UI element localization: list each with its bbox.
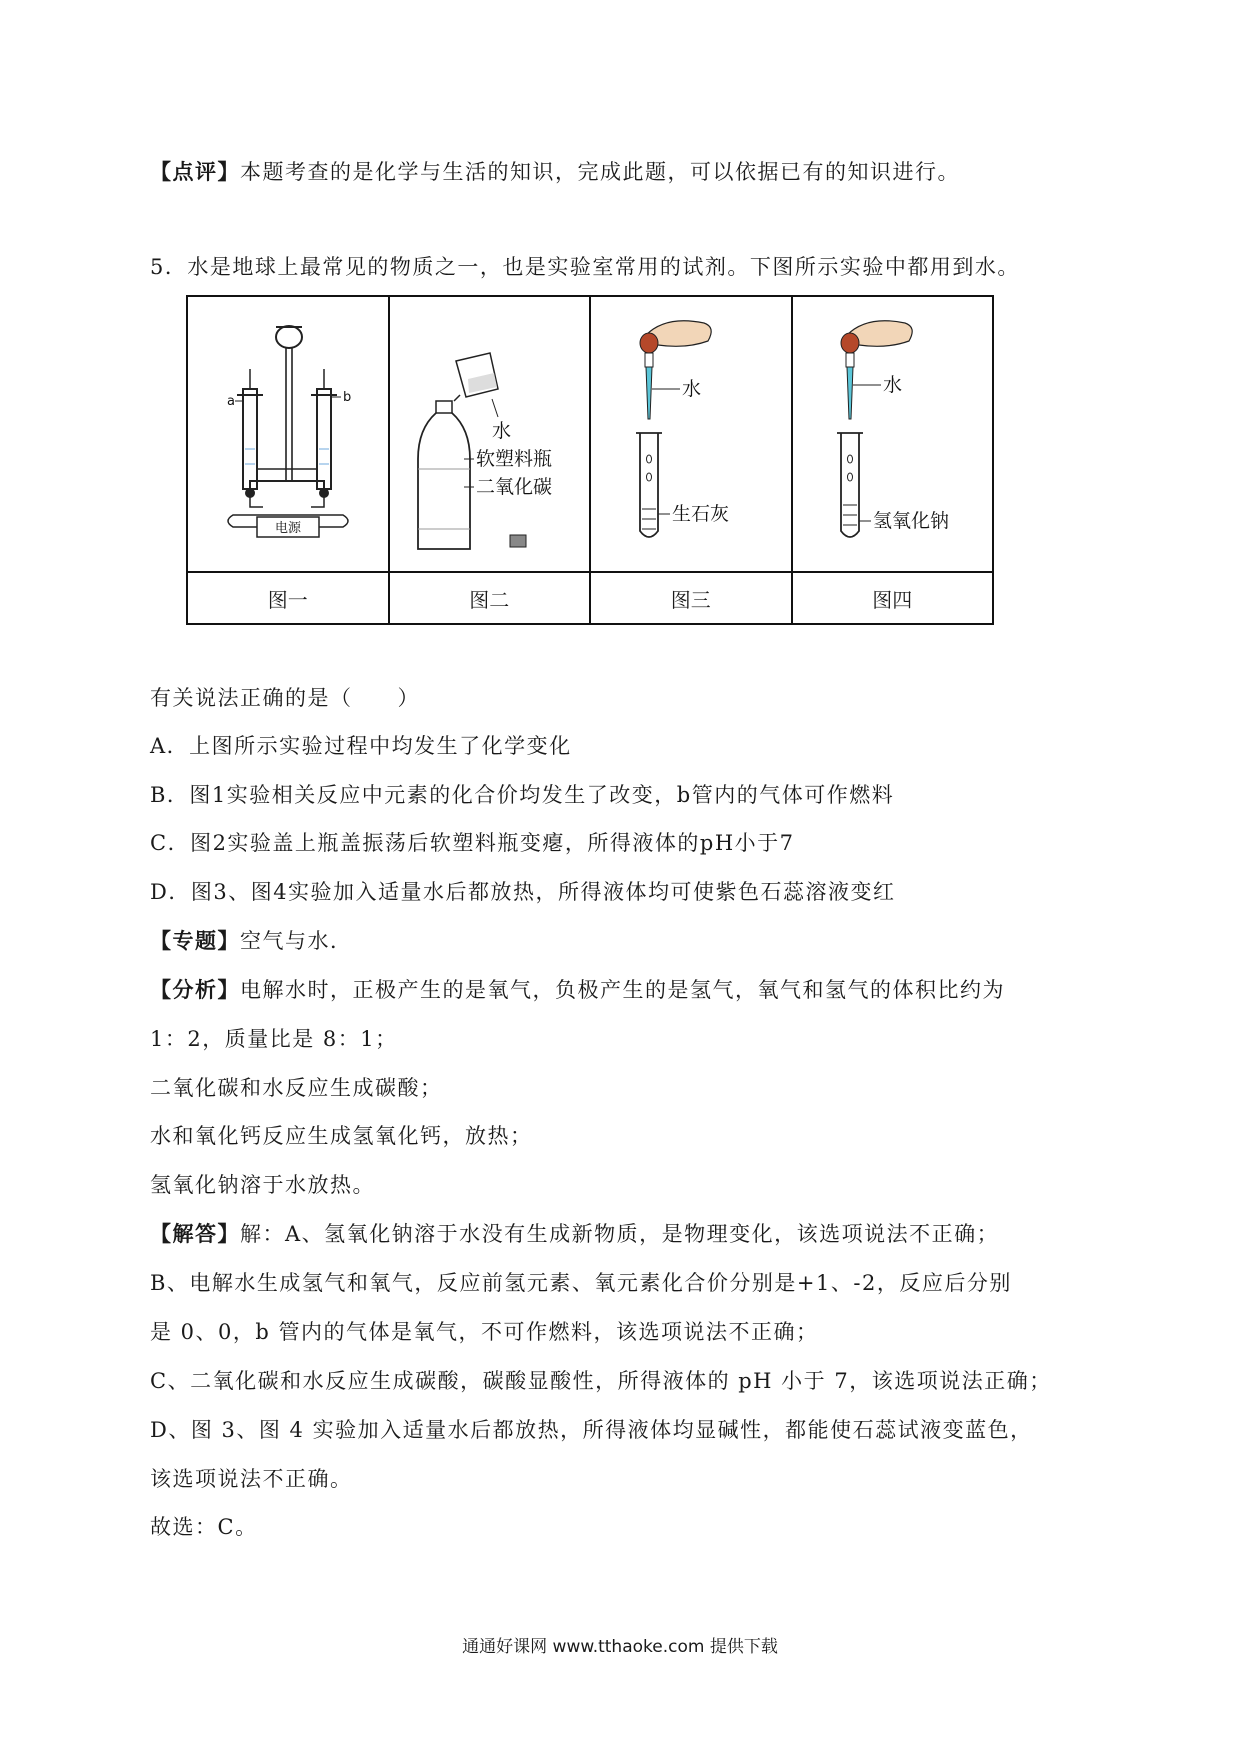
figure-4-cell: [792, 296, 994, 572]
fig1-label-a: a: [226, 394, 235, 409]
quicklime-tube-diagram: [596, 309, 786, 559]
answer-line-7: 故选：C。: [150, 1515, 258, 1539]
review-text: 本题考查的是化学与生活的知识，完成此题，可以依据已有的知识进行。: [240, 160, 960, 184]
figure-2-caption: 图二: [389, 572, 591, 624]
fig4-solid-label: 氢氧化钠: [873, 510, 950, 532]
answer-line-4: C、二氧化碳和水反应生成碳酸，碳酸显酸性，所得液体的 pH 小于 7，该选项说法正确；: [150, 1369, 1052, 1393]
analysis-line-3: 二氧化碳和水反应生成碳酸；: [150, 1076, 443, 1100]
figure-table: [186, 295, 994, 625]
fig3-solid-label: 生石灰: [671, 503, 729, 525]
fig2-bottle-label: 软塑料瓶: [476, 448, 553, 470]
electrolysis-apparatus-diagram: [193, 309, 383, 559]
analysis-line-2: 1：2，质量比是 8：1；: [150, 1027, 398, 1051]
fig1-label-b: b: [342, 390, 352, 405]
figure-2-cell: [389, 296, 591, 572]
fig1-power-label: 电源: [274, 521, 301, 536]
answer-line-1: [150, 1219, 999, 1249]
figure-4-caption: 图四: [792, 572, 994, 624]
answer-text-1: 解：A、氢氧化钠溶于水没有生成新物质，是物理变化，该选项说法不正确；: [240, 1222, 1000, 1246]
analysis-text-1: 电解水时，正极产生的是氧气，负极产生的是氢气，氧气和氢气的体积比约为: [240, 978, 1005, 1002]
answer-line-3: 是 0、0，b 管内的气体是氧气，不可作燃料，该选项说法不正确；: [150, 1320, 819, 1344]
sodium-hydroxide-tube-diagram: [797, 309, 987, 559]
fig4-water-label: 水: [883, 374, 903, 396]
figure-1-caption: 图一: [187, 572, 389, 624]
figure-3-cell: [590, 296, 792, 572]
fig2-gas-label: 二氧化碳: [476, 476, 553, 498]
analysis-line-1: [150, 975, 1005, 1005]
figure-1-cell: [187, 296, 389, 572]
answer-line-5: D、图 3、图 4 实验加入适量水后都放热，所得液体均显碱性，都能使石蕊试液变蓝色，: [150, 1418, 1033, 1442]
figure-3-caption: 图三: [590, 572, 792, 624]
analysis-tag: 【分析】: [150, 977, 240, 1002]
option-b: B．图1实验相关反应中元素的化合价均发生了改变，b管内的气体可作燃料: [150, 783, 895, 807]
topic-tag: 【专题】: [150, 928, 240, 953]
answer-tag: 【解答】: [150, 1221, 240, 1246]
review-tag: 【点评】: [150, 159, 240, 184]
question-prompt: 有关说法正确的是（ ）: [150, 686, 420, 710]
option-a: A．上图所示实验过程中均发生了化学变化: [150, 734, 572, 758]
option-d: D．图3、图4实验加入适量水后都放热，所得液体均可使紫色石蕊溶液变红: [150, 880, 896, 904]
review-line: [150, 157, 960, 187]
answer-line-2: B、电解水生成氢气和氧气，反应前氢元素、氧元素化合价分别是+1、-2，反应后分别: [150, 1271, 1012, 1295]
plastic-bottle-diagram: [394, 309, 584, 559]
topic-line: [150, 926, 353, 956]
answer-line-6: 该选项说法不正确。: [150, 1467, 353, 1491]
question-stem: 5．水是地球上最常见的物质之一，也是实验室常用的试剂。下图所示实验中都用到水。: [150, 255, 1020, 279]
fig3-water-label: 水: [681, 378, 701, 400]
analysis-line-5: 氢氧化钠溶于水放热。: [150, 1173, 375, 1197]
page-footer: 通通好课网 www.tthaoke.com 提供下载: [462, 1637, 778, 1657]
topic-text: 空气与水．: [240, 929, 353, 953]
analysis-line-4: 水和氧化钙反应生成氢氧化钙，放热；: [150, 1124, 533, 1148]
fig2-water-label: 水: [492, 420, 512, 442]
option-c: C．图2实验盖上瓶盖振荡后软塑料瓶变瘪，所得液体的pH小于7: [150, 831, 795, 855]
